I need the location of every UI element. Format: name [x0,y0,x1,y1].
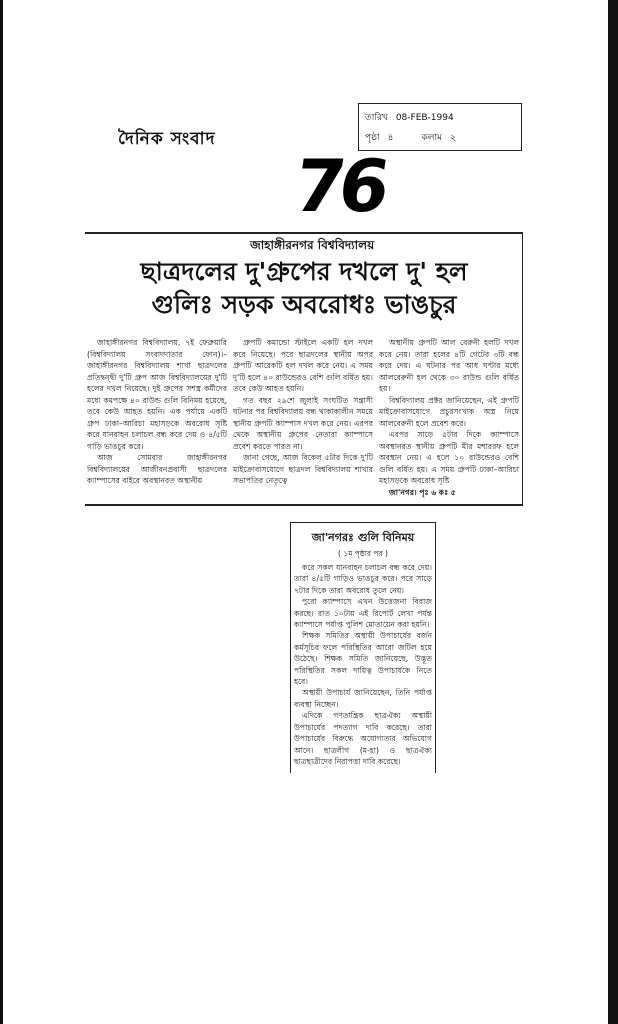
headline-line-2: গুলিঃ সড়ক অবরোধঃ ভাঙচুর [151,290,457,319]
paragraph: জানা গেছে, আজ বিকেল ৫টার দিকে দু'টি মাইক্রোবাসযোগে ছাত্রদল বিশ্ববিদ্যালয় শাখার সভাপতির নেতৃত্বে [233,453,373,485]
article-kicker: জাহাঙ্গীরনগর বিশ্ববিদ্যালয় [250,238,375,252]
news-article [85,232,523,506]
article-column-2 [233,337,373,498]
paragraph: অস্থায়ী উপাচার্য জানিয়েছেন, তিনি পর্যাপ্ত ব্যবস্থা নিচ্ছেন। [294,688,432,709]
continuation-subtitle: ( ১ম পৃষ্ঠার পর ) [338,549,388,558]
column-value: ২ [450,133,456,143]
newspaper-masthead: দৈনিক সংবাদ [118,129,216,149]
article-columns [87,337,519,498]
article-headline [87,255,521,321]
paragraph: জাহাঙ্গীরনগর বিশ্ববিদ্যালয়, ৭ই ফেব্রুয়ারি (বিশ্ববিদ্যালয় সংবাদদাতার ফোন)।– জাহাঙ্গীরনগর বিশ্ববিদ্যালয় শাখা ছাত্রদলের প্রতিদ্বন্দ্বী দু'টি গ্রুপ আজ বিশ্ববিদ্যালয়ের দু'টি হলের দখল নিয়েছে। দুই গ্রুপের সশস্ত্র কর্মীদের মধ্যে কমপক্ষে ৪০ রাউন্ড গুলি বিনিময় হয়েছে, তবে কেউ আহত হয়নি। এক পর্যায়ে একটি গ্রুপ ঢাকা–আরিচা মহাসড়কে অবরোধ সৃষ্টি করে যানবাহন চলাচল বন্ধ করে দেয় ও ৪/৫টি গাড়ি ভাঙচুর করে। [87,338,227,451]
paragraph: পুরো ক্যাম্পাসে এখন উত্তেজনা বিরাজ করছে। রাত ১০টায় এই রিপোর্ট লেখা পর্যন্ত ক্যাম্পাসে পর্যাপ্ত পুলিশ মোতায়েন করা হয়নি। [294,597,432,630]
paragraph: গত বছর ২৯শে জুলাই সংঘটিত সন্ত্রাসী ঘটনার পর বিশ্ববিদ্যালয় বন্ধ থাকাকালীন সময়ে স্থানীয় গ্রুপটি ক্যাম্পাস দখল করে নেয়। এরপর থেকে অস্থানীয় গ্রুপের নেতারা ক্যাম্পাসে প্রবেশ করতে পারত না। [233,395,373,451]
paragraph: এরপর সাড়ে ৫টার দিকে ক্যাম্পাসে অবস্থানরত স্থানীয় গ্রুপটি মীর মশাররফ হলে অবস্থান নেয়। এ হলে ১০ রাউন্ডেরও বেশি গুলি বর্ষিত হয়। এ সময় গ্রুপটি ঢাকা–আরিচা মহাসড়কে অবরোধ সৃষ্টি [379,430,519,485]
paragraph: আজ সোমবার জাহাঙ্গীরনগর বিশ্ববিদ্যালয়ের আজীবনপ্রবাসী ছাত্রদলের ক্যাম্পাসের বাইরে অবস্থানরত অস্থানীয় [87,453,227,485]
article-column-3 [379,337,519,498]
paragraph: শিক্ষক সমিতির অস্থায়ী উপাচার্যের বর্জন কর্মসূচির ফলে পরিস্থিতির আরো জটিল হয়ে উঠেছে। শিক্ষক সমিতি জানিয়েছে, উদ্ভূত পরিস্থিতির সকল দায়িত্ব উপাচার্যকে নিতে হবে। [294,631,432,687]
continuation-body [291,562,435,767]
continued-reference: জা'নগর। পৃঃ ৬ কঃ ৫ [389,487,456,497]
date-label: তারিখ [365,113,388,123]
article-column-1 [87,337,227,498]
page-label: পৃষ্ঠা [365,133,380,143]
paragraph: অস্থানীয় গ্রুপটি আল বেরুনী হলটি দখল করে নেয়। তারা হলের ৪টি গেটের ৩টি বন্ধ করে দেয়। এ ঘটনার পর আধ ঘণ্টার মধ্যে আলবেরুনী হল থেকে ৩০ রাউন্ড গুলি বর্ষিত হয়। [379,338,519,393]
date-value: 08-FEB-1994 [395,113,454,123]
continuation-box [290,522,436,773]
paragraph: গ্রুপটি কমান্ডো স্টাইলে একটি হল দখল করে নিয়েছে। পরে ছাত্রদলের স্থানীয় অপর গ্রুপটি আরেকটি হল দখল করে নেয়। এ সময় দু'টি হলে ৪০ রাউন্ডেরও বেশি গুলি বর্ষিত হয়। তবে কেউ আহত হয়নি। [233,338,373,393]
page-value: ৪ [387,133,394,143]
paragraph: বিশ্ববিদ্যালয় প্রক্টর জানিয়েছেন, এই গ্রুপটি মাইক্রোবাসযোগে প্রচুরসংখ্যক অস্ত্র নিয়ে আলবেরুনী হলে প্রবেশ করে। [379,395,519,428]
column-label: কলাম [421,133,443,143]
paragraph: এদিকে গণতান্ত্রিক ছাত্রঐক্য অস্থায়ী উপাচার্যের পদত্যাগ দাবি করেছে। তারা উপাচার্যের বিরুদ্ধে অযোগ্যতার অভিযোগ আনে। ছাত্রলীগ (ম-হা) ও ছাত্রঐক্য ছাত্রছাত্রীদের নিরাপত্তা দাবি করেছে। [294,711,432,766]
headline-line-1: ছাত্রদলের দু'গ্রুপের দখলে দু' হল [140,257,468,286]
continuation-title: জা'নগরঃ গুলি বিনিময় [311,531,415,544]
paragraph: করে সকল যানবাহন চলাচল বন্ধ করে দেয়। তারা ৪/৫টি গাড়িও ভাঙচুর করে। পরে সাড়ে ৭টার দিকে তারা অবরোধ তুলে নেয়। [294,563,432,595]
handwritten-number: 76 [289,144,390,228]
